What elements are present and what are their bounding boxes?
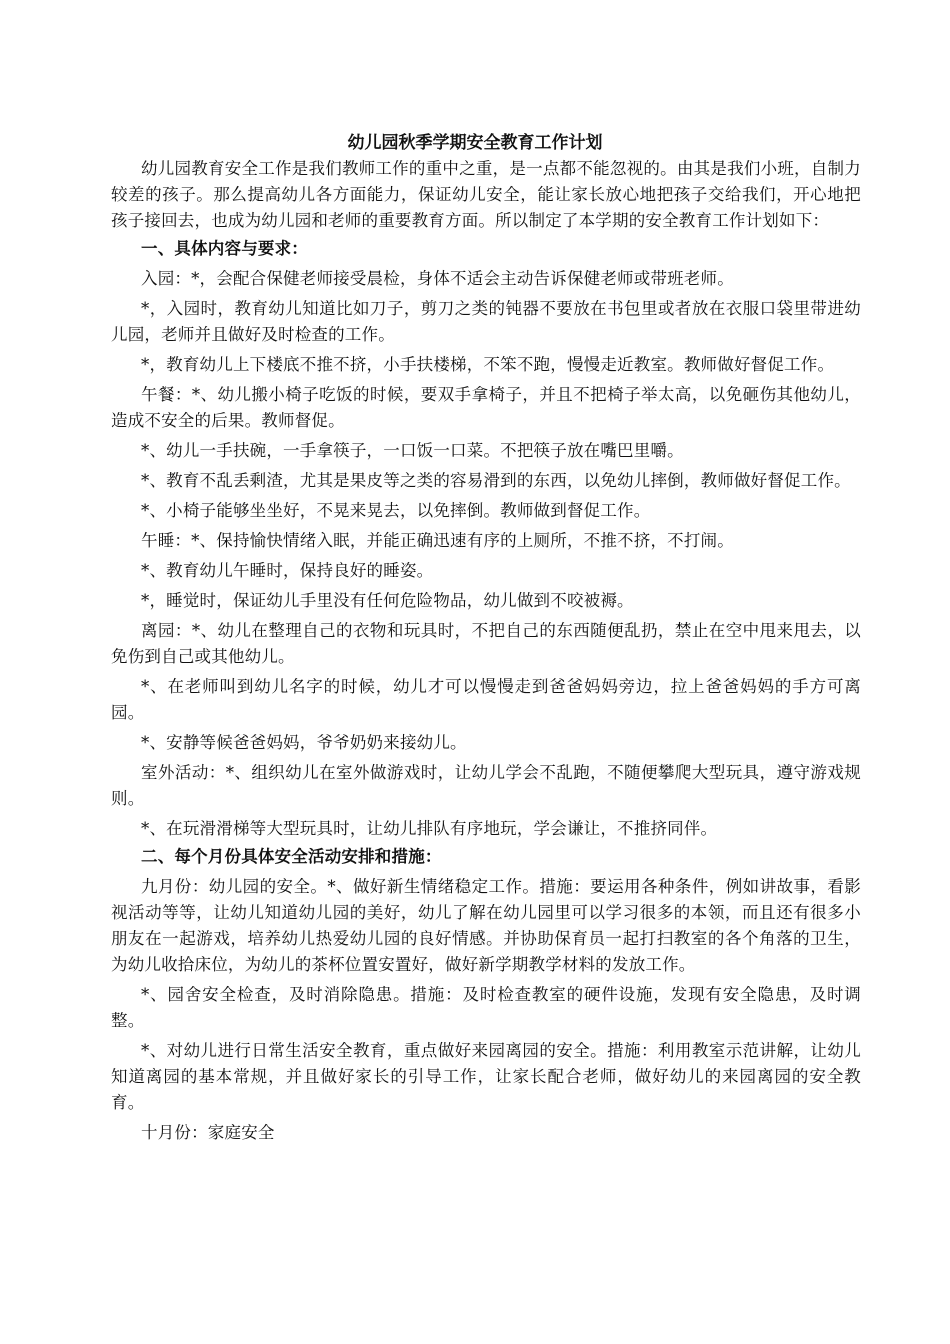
- paragraph: *、小椅子能够坐坐好，不晃来晃去，以免摔倒。教师做到督促工作。: [141, 501, 651, 520]
- paragraph: 九月份：幼儿园的安全。*、做好新生情绪稳定工作。措施：要运用各种条件，例如讲故事，看影视活动等等，让幼儿知道幼儿园的美好，幼儿了解在幼儿园里可以学习很多的本领，而且还有很多小朋友在一起游戏，培养幼儿热爱幼儿园的良好情感。并协助保育员一起打扫教室的各个角落的卫生，为幼儿收拾床位，为幼儿的茶杯位置安置好，做好新学期教学材料的发放工作。: [111, 877, 861, 974]
- paragraph: *，入园时，教育幼儿知道比如刀子，剪刀之类的钝器不要放在书包里或者放在衣服口袋里带进幼儿园，老师并且做好及时检查的工作。: [111, 299, 861, 344]
- paragraph: *、教育不乱丢剩渣，尤其是果皮等之类的容易滑到的东西，以免幼儿摔倒，教师做好督促工作。: [141, 471, 851, 490]
- paragraph: *、园舍安全检查，及时消除隐患。措施：及时检查教室的硬件设施，发现有安全隐患，及时调整。: [111, 985, 861, 1030]
- paragraph: *、在老师叫到幼儿名字的时候，幼儿才可以慢慢走到爸爸妈妈旁边，拉上爸爸妈妈的手方可离园。: [111, 677, 861, 722]
- paragraph: *、幼儿一手扶碗，一手拿筷子，一口饭一口菜。不把筷子放在嘴巴里嚼。: [141, 441, 684, 460]
- paragraph: *，睡觉时，保证幼儿手里没有任何危险物品，幼儿做到不咬被褥。: [141, 591, 634, 610]
- section-heading: 一、具体内容与要求：: [141, 239, 308, 258]
- paragraph: 室外活动：*、组织幼儿在室外做游戏时，让幼儿学会不乱跑，不随便攀爬大型玩具，遵守游戏规则。: [111, 763, 861, 808]
- paragraph: *、教育幼儿午睡时，保持良好的睡姿。: [141, 561, 434, 580]
- paragraph: 午餐：*、幼儿搬小椅子吃饭的时候，要双手拿椅子，并且不把椅子举太高，以免砸伤其他幼儿，造成不安全的后果。教师督促。: [111, 385, 861, 430]
- paragraph: 十月份：家庭安全: [141, 1123, 275, 1142]
- document-body: [111, 156, 861, 1146]
- section-heading: 二、每个月份具体安全活动安排和措施：: [141, 847, 442, 866]
- paragraph: *、对幼儿进行日常生活安全教育，重点做好来园离园的安全。措施：利用教室示范讲解，让幼儿知道离园的基本常规，并且做好家长的引导工作，让家长配合老师，做好幼儿的来园离园的安全教育。: [111, 1041, 861, 1112]
- paragraph: 午睡：*、保持愉快情绪入眠，并能正确迅速有序的上厕所，不推不挤，不打闹。: [141, 531, 734, 550]
- paragraph: 幼儿园教育安全工作是我们教师工作的重中之重，是一点都不能忽视的。由其是我们小班，自制力较差的孩子。那么提高幼儿各方面能力，保证幼儿安全，能让家长放心地把孩子交给我们，开心地把孩子接回去，也成为幼儿园和老师的重要教育方面。所以制定了本学期的安全教育工作计划如下：: [111, 159, 861, 230]
- paragraph: 入园：*，会配合保健老师接受晨检，身体不适会主动告诉保健老师或带班老师。: [141, 269, 734, 288]
- paragraph: *、在玩滑滑梯等大型玩具时，让幼儿排队有序地玩，学会谦让，不推挤同伴。: [141, 819, 718, 838]
- document-title: 幼儿园秋季学期安全教育工作计划: [347, 133, 603, 153]
- paragraph: 离园：*、幼儿在整理自己的衣物和玩具时，不把自己的东西随便乱扔，禁止在空中甩来甩去，以免伤到自己或其他幼儿。: [111, 621, 861, 666]
- paragraph: *，教育幼儿上下楼底不推不挤，小手扶楼梯，不笨不跑，慢慢走近教室。教师做好督促工作。: [141, 355, 835, 374]
- paragraph: *、安静等候爸爸妈妈，爷爷奶奶来接幼儿。: [141, 733, 467, 752]
